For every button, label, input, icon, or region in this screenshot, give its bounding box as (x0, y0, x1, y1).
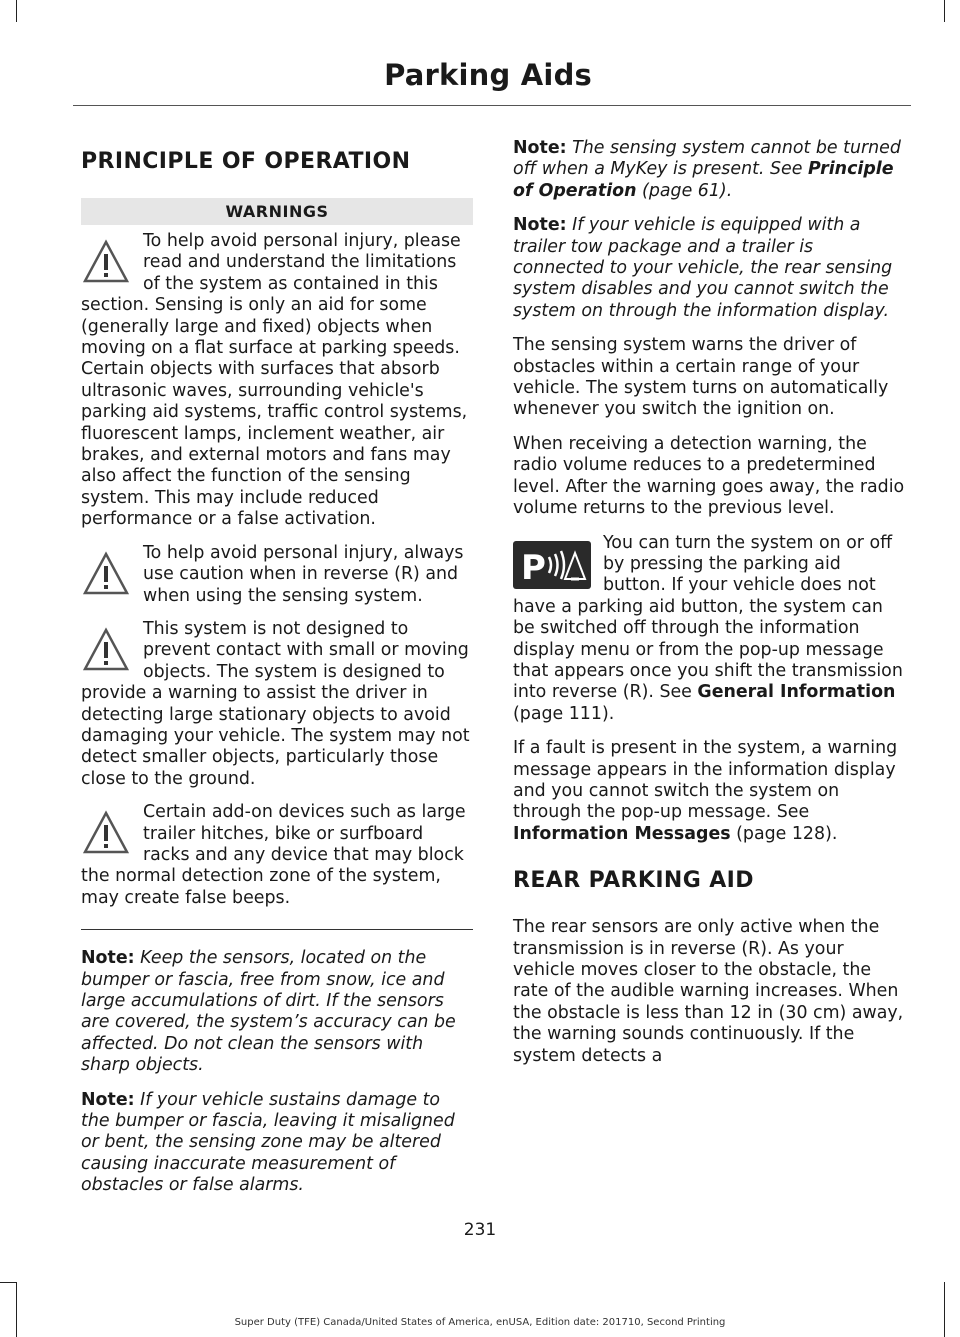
body-paragraph (513, 533, 906, 726)
note-label: Note: (81, 948, 135, 969)
cross-reference-link[interactable]: Principle of Operation (513, 159, 894, 201)
page-number: 231 (463, 1220, 497, 1240)
crop-mark-bottom-left-h (0, 1282, 16, 1283)
cross-reference-link[interactable]: Information Messages (513, 823, 731, 844)
section-title-rear-parking: REAR PARKING AID (513, 868, 754, 894)
parking-aid-description: You can turn the system on or off by pressing the parking aid button. If your vehicle does not have a parking aid button, the system can be switched off through the information display menu or from the pop-up message that appears once you shift the transmission into reverse (R). See (513, 532, 903, 703)
warning-triangle-icon (83, 551, 129, 597)
body-paragraph: The sensing system warns the driver of obstacles within a certain range of your vehicle. The system turns on automatically whenever you switch the ignition on. (513, 335, 889, 420)
right-column (513, 138, 906, 1080)
warning-triangle-icon (83, 627, 129, 673)
note-label: Note: (513, 138, 567, 158)
warning-item (81, 619, 473, 790)
body-paragraph: The rear sensors are only active when the transmission is in reverse (R). As your vehicle moves closer to the obstacle, the rate of the audible warning increases. When the obstacle is less than 12 in (30 cm) away, the warning sounds continuously. If the system detects a (513, 917, 904, 1066)
warning-triangle-icon (83, 810, 129, 856)
fault-description: If a fault is present in the system, a warning message appears in the information display and you cannot switch the system on through the pop-up message. See (513, 738, 898, 823)
body-paragraph (513, 738, 906, 845)
warning-item (81, 231, 473, 531)
section-title-principle: PRINCIPLE OF OPERATION (81, 149, 411, 174)
footer-edition: Super Duty (TFE) Canada/United States of America, enUSA, Edition date: 201710, Second Printing (234, 1317, 726, 1328)
note-paragraph (513, 138, 906, 202)
header-rule (73, 105, 911, 106)
note-paragraph (513, 215, 906, 322)
note-paragraph (81, 1090, 473, 1197)
note-text: Keep the sensors, located on the bumper or fascia, free from snow, ice and large accumulations of dirt. If the sensors are covered, the system’s accuracy can be affected. Do not clean the sensors with sharp objects. (81, 948, 456, 1076)
body-paragraph: When receiving a detection warning, the radio volume reduces to a predetermined level. After the warning goes away, the radio volume returns to the previous level. (513, 433, 905, 519)
note-label: Note: (513, 215, 567, 236)
parking-aid-symbol-icon (513, 541, 591, 589)
svg-text:P: P (521, 547, 546, 588)
warning-item (81, 543, 473, 607)
page-reference: (page 111). (513, 703, 615, 724)
note-text: The sensing system cannot be turned off when a MyKey is present. See (513, 138, 901, 180)
cross-reference-link[interactable]: General Information (697, 682, 896, 703)
note-label: Note: (81, 1089, 135, 1110)
page-reference: (page 61). (642, 180, 733, 201)
warnings-end-rule (81, 929, 473, 930)
left-column (81, 138, 473, 1210)
warning-text: Certain add-on devices such as large trailer hitches, bike or surfboard racks and any device that may block the normal detection zone of the system, may create false beeps. (81, 802, 466, 908)
warning-triangle-icon (83, 239, 129, 285)
crop-mark-top-left (16, 0, 17, 22)
warning-text: To help avoid personal injury, please read and understand the limitations of the system as contained in this section. Sensing is only an aid for some (generally large and fixed) objects when moving on a flat surface at parking speeds. Certain objects with surfaces that absorb ultrasonic waves, surrounding vehicle's parking aid systems, traffic control systems, fluorescent lamps, inclement weather, air brakes, and external motors and fans may also affect the function of the sensing system. This may include reduced performance or a false activation. (81, 231, 468, 530)
parking-aid-icon (513, 541, 591, 589)
note-paragraph (81, 948, 473, 1076)
warning-text: This system is not designed to prevent contact with small or moving objects. The system is designed to provide a warning to assist the driver in detecting large stationary objects to avoid damaging your vehicle. The system may not detect smaller objects, particularly those close to the ground. (81, 618, 470, 789)
page-reference: (page 128). (736, 823, 838, 844)
note-text: If your vehicle is equipped with a trailer tow package and a trailer is connected to your vehicle, the rear sensing system disables and you cannot switch the system on through the information display. (513, 215, 893, 321)
note-text: If your vehicle sustains damage to the bumper or fascia, leaving it misaligned or bent, the sensing zone may be altered causing inaccurate measurement of obstacles or false alarms. (81, 1089, 455, 1196)
warning-item (81, 802, 473, 909)
crop-mark-bottom-left (16, 1282, 17, 1337)
page-header-title: Parking Aids (384, 58, 592, 92)
warning-text: To help avoid personal injury, always use caution when in reverse (R) and when using the sensing system. (143, 542, 464, 606)
crop-mark-top-right (944, 0, 945, 22)
warnings-heading: WARNINGS (81, 198, 473, 225)
crop-mark-bottom-right (944, 1282, 945, 1337)
